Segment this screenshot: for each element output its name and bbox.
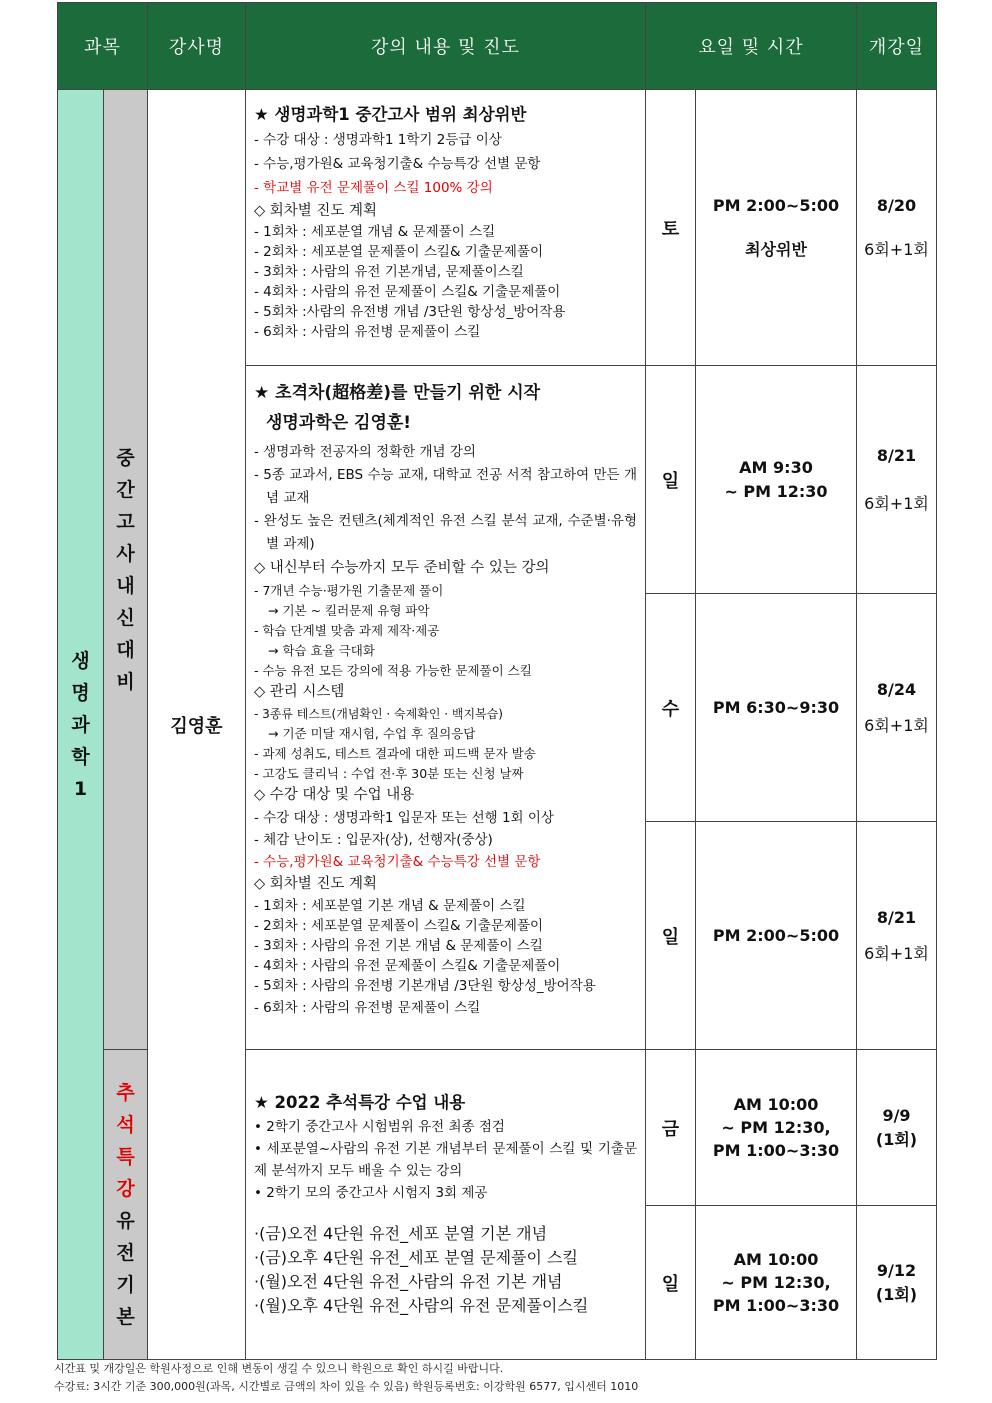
block2-row1-date-value: 8/21 (876, 445, 917, 465)
block2-sec2-item: - 과제 성취도, 테스트 결과에 대한 피드백 문자 발송 (254, 746, 536, 761)
subject-char: 명 (71, 681, 90, 704)
block2-sec1-item: - 학습 단계별 맞춤 과제 제작·제공 (254, 623, 440, 638)
subject-char: 1 (73, 777, 88, 800)
block2-sec1-item: - 7개년 수능·평가원 기출문제 풀이 (254, 583, 444, 598)
block2-row2-date (856, 593, 937, 822)
category-char: 전 (116, 1241, 135, 1264)
block3-session: ·(월)오전 4단원 유전_사람의 유전 기본 개념 (254, 1272, 563, 1291)
block3-row2-time-c: PM 1:00~3:30 (712, 1296, 840, 1315)
block2-sec3-title: ◇ 수강 대상 및 수업 내용 (254, 787, 415, 803)
block2-row1-day: 일 (645, 365, 696, 594)
category-char: 본 (116, 1305, 135, 1328)
block3-row2-date-value: 9/12 (876, 1260, 917, 1280)
block1-time (695, 89, 857, 366)
header-subject: 과목 (57, 2, 148, 90)
block2-plan-item: - 2회차 : 세포분열 문제풀이 스킬& 기출문제풀이 (254, 918, 544, 934)
block1-plan-item: - 1회차 : 세포분열 개념 & 문제풀이 스킬 (254, 224, 496, 240)
category-char: 기 (116, 1273, 135, 1296)
block2-plan-title: ◇ 회차별 진도 계획 (254, 876, 378, 892)
block1-plan-item: - 5회차 :사람의 유전병 개념 /3단원 항상성_방어작용 (254, 304, 566, 320)
block1-time-label: 최상위반 (745, 239, 807, 259)
block2-sec1-item: → 학습 효율 극대화 (268, 643, 375, 658)
header-teacher: 강사명 (147, 2, 246, 90)
block1-time-range: PM 2:00~5:00 (712, 195, 840, 215)
block2-sec3-item: - 체감 난이도 : 입문자(상), 선행자(중상) (254, 832, 493, 848)
block3-row1-day: 금 (645, 1049, 696, 1206)
block3-row2-time (695, 1205, 857, 1360)
block2-row2-time (695, 593, 857, 822)
header-schedule: 요일 및 시간 (645, 2, 857, 90)
block3-bullet: • 세포분열~사람의 유전 기본 개념부터 문제풀이 스킬 및 기출문제 분석까지 모두 배울 수 있는 강의 (254, 1141, 637, 1179)
category-chuseok-cell (103, 1049, 148, 1360)
block3-row1-time-a: AM 10:00 (733, 1095, 819, 1114)
block2-title: ★ 초격차(超格差)를 만들기 위한 시작 (254, 383, 541, 403)
block2-plan-item: - 4회차 : 사람의 유전 문제풀이 스킬& 기출문제풀이 (254, 958, 561, 974)
block2-sec2-item: - 3종류 테스트(개념확인 · 숙제확인 · 백지복습) (254, 707, 503, 721)
block2-row1-time-start: AM 9:30 (739, 457, 813, 477)
category-char: 대 (116, 638, 135, 661)
block2-row2-sessions: 6회+1회 (864, 715, 929, 735)
block2-intro: - 생명과학 전공자의 정확한 개념 강의 (254, 444, 476, 460)
category-char: 석 (116, 1113, 135, 1136)
block3-row1-time-c: PM 1:00~3:30 (712, 1141, 840, 1160)
category-char: 신 (116, 606, 135, 629)
block3-row2-time-a: AM 10:00 (733, 1250, 819, 1269)
block2-row1-time-end: ~ PM 12:30 (724, 481, 828, 501)
block2-row3-date (856, 821, 937, 1050)
block2-row3-time (695, 821, 857, 1050)
block1-date (856, 89, 937, 366)
block3-row1-date-value: 9/9 (882, 1105, 911, 1125)
block1-day: 토 (645, 89, 696, 366)
block2-row2-day: 수 (645, 593, 696, 822)
block2-sec2-item: - 고강도 클리닉 : 수업 전·후 30분 또는 신청 날짜 (254, 766, 524, 781)
block1-content (245, 89, 646, 366)
block2-plan-item: - 3회차 : 사람의 유전 기본 개념 & 문제풀이 스킬 (254, 938, 543, 954)
teacher-cell (147, 89, 246, 1360)
block2-sec2-title: ◇ 관리 시스템 (254, 684, 345, 700)
block1-plan-item: - 4회차 : 사람의 유전 문제풀이 스킬& 기출문제풀이 (254, 284, 561, 300)
block2-row3-sessions: 6회+1회 (864, 943, 929, 963)
block2-content (245, 365, 646, 1050)
subject-char: 생 (71, 649, 90, 672)
block1-plan-item: - 3회차 : 사람의 유전 기본개념, 문제풀이스킬 (254, 264, 524, 280)
block3-row1-sessions: (1회) (875, 1129, 918, 1149)
block1-line: - 수능,평가원& 교육청기출& 수능특강 선별 문항 (254, 156, 541, 172)
block2-sec3-red: - 수능,평가원& 교육청기출& 수능특강 선별 문항 (254, 854, 541, 870)
subject-cell (57, 89, 104, 1360)
block2-row3-date-value: 8/21 (876, 907, 917, 927)
category-char: 사 (116, 542, 135, 565)
subject-char: 학 (71, 745, 90, 768)
block1-plan-item: - 2회차 : 세포분열 문제풀이 스킬& 기출문제풀이 (254, 244, 544, 260)
block3-row2-date (856, 1205, 937, 1360)
block1-plan-item: - 6회차 : 사람의 유전병 문제풀이 스킬 (254, 324, 481, 340)
block3-row1-time (695, 1049, 857, 1206)
block2-intro: - 완성도 높은 컨텐츠(체계적인 유전 스킬 분석 교재, 수준별·유형별 과제) (254, 513, 637, 552)
category-char: 추 (116, 1081, 135, 1104)
block3-session: ·(금)오전 4단원 유전_세포 분열 기본 개념 (254, 1224, 548, 1243)
block1-line: - 수강 대상 : 생명과학1 1학기 2등급 이상 (254, 132, 502, 148)
block3-session: ·(금)오후 4단원 유전_세포 분열 문제풀이 스킬 (254, 1248, 578, 1267)
block2-row2-time-range: PM 6:30~9:30 (712, 698, 840, 717)
block1-sessions: 6회+1회 (864, 239, 929, 259)
category-midterm-cell (103, 89, 148, 1050)
block1-title: ★ 생명과학1 중간고사 범위 최상위반 (254, 105, 527, 124)
block2-plan-item: - 5회차 : 사람의 유전병 기본개념 /3단원 항상성_방어작용 (254, 978, 596, 994)
category-char: 강 (116, 1177, 135, 1200)
block2-subtitle: 생명과학은 김영훈! (266, 413, 412, 433)
block3-content (245, 1049, 646, 1360)
category-char: 중 (116, 446, 135, 469)
block3-row1-date (856, 1049, 937, 1206)
block2-sec3-item: - 수강 대상 : 생명과학1 입문자 또는 선행 1회 이상 (254, 810, 554, 826)
subject-char: 과 (71, 713, 90, 736)
block3-row2-time-b: ~ PM 12:30, (721, 1273, 831, 1292)
block3-row1-time-b: ~ PM 12:30, (721, 1118, 831, 1137)
block2-sec1-item: - 수능 유전 모든 강의에 적용 가능한 문제풀이 스킬 (254, 663, 532, 678)
teacher-name: 김영훈 (170, 715, 223, 737)
header-start: 개강일 (856, 2, 937, 90)
category-char: 유 (116, 1209, 135, 1232)
block2-row3-time-range: PM 2:00~5:00 (712, 926, 840, 945)
header-content: 강의 내용 및 진도 (245, 2, 646, 90)
footer-notice: 시간표 및 개강일은 학원사정으로 인해 변동이 생길 수 있으니 학원으로 확인 하시길 바랍니다. (54, 1362, 504, 1375)
category-char: 특 (116, 1145, 135, 1168)
block2-sec1-title: ◇ 내신부터 수능까지 모두 준비할 수 있는 강의 (254, 560, 550, 576)
block3-bullet: • 2학기 모의 중간고사 시험지 3회 제공 (254, 1185, 488, 1201)
block3-row2-sessions: (1회) (875, 1284, 918, 1304)
category-char: 간 (116, 478, 135, 501)
block1-red-line: - 학교별 유전 문제풀이 스킬 100% 강의 (254, 180, 493, 196)
block2-sec1-item: → 기본 ~ 킬러문제 유형 파악 (268, 603, 430, 618)
category-char: 내 (116, 574, 135, 597)
block2-row1-time (695, 365, 857, 594)
block3-session: ·(월)오후 4단원 유전_사람의 유전 문제풀이스킬 (254, 1296, 589, 1315)
block3-title: ★ 2022 추석특강 수업 내용 (254, 1093, 466, 1112)
block3-bullet: • 2학기 중간고사 시험범위 유전 최종 점검 (254, 1119, 505, 1135)
block3-row2-day: 일 (645, 1205, 696, 1360)
block2-intro: - 5종 교과서, EBS 수능 교재, 대학교 전공 서적 참고하여 만든 개념 교재 (254, 467, 637, 506)
block1-plan-title: ◇ 회차별 진도 계획 (254, 203, 378, 219)
block2-sec2-item: → 기준 미달 재시험, 수업 후 질의응답 (268, 726, 476, 741)
block2-row1-sessions: 6회+1회 (864, 493, 929, 513)
block2-row3-day: 일 (645, 821, 696, 1050)
block2-row2-date-value: 8/24 (876, 679, 917, 699)
block2-plan-item: - 6회차 : 사람의 유전병 문제풀이 스킬 (254, 1000, 481, 1016)
block2-row1-date (856, 365, 937, 594)
footer-fee: 수강료: 3시간 기준 300,000원(과목, 시간별로 금액의 차이 있을 수 있음) 학원등록번호: 이강학원 6577, 입시센터 1010 (54, 1380, 639, 1393)
block1-date-value: 8/20 (876, 195, 917, 215)
category-char: 비 (116, 670, 135, 693)
category-char: 고 (116, 510, 135, 533)
block2-plan-item: - 1회차 : 세포분열 기본 개념 & 문제풀이 스킬 (254, 898, 526, 914)
